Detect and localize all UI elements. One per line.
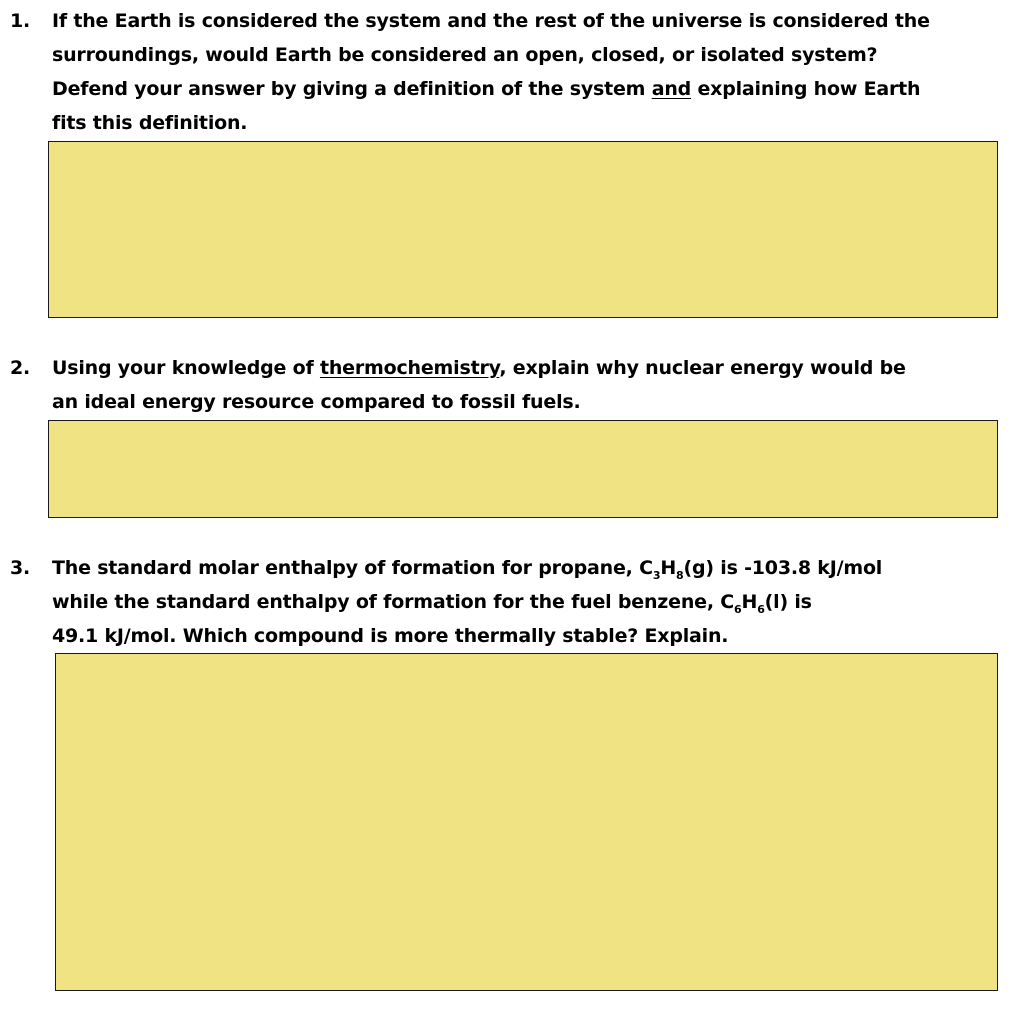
benzene-carbon-subscript: 6 xyxy=(734,603,742,616)
question-1-number: 1. xyxy=(10,10,31,32)
question-1-line-3-end: explaining how Earth xyxy=(691,78,921,100)
question-2-underlined-word: thermochemistry xyxy=(319,357,500,379)
question-3-line-1-end: (g) is -103.8 kJ/mol xyxy=(683,557,883,579)
question-2-number: 2. xyxy=(10,357,31,379)
question-3-line-2-end: (l) is xyxy=(764,591,812,613)
question-3-line-3: 49.1 kJ/mol. Which compound is more thermally stable? Explain. xyxy=(52,625,729,647)
propane-hydrogen-symbol: H xyxy=(660,557,677,579)
question-2-line-2: an ideal energy resource compared to fossil fuels. xyxy=(52,391,581,413)
question-1-line-1: If the Earth is considered the system and the rest of the universe is considered the xyxy=(52,10,930,32)
question-1-underlined-word: and xyxy=(651,78,692,100)
answer-box-3[interactable] xyxy=(55,653,998,991)
question-3-line-2 xyxy=(52,585,882,619)
benzene-hydrogen-subscript: 6 xyxy=(757,603,765,616)
question-1-line-3 xyxy=(52,72,930,106)
question-2-line-1 xyxy=(52,351,906,385)
question-1-line-2: surroundings, would Earth be considered an open, closed, or isolated system? xyxy=(52,44,878,66)
question-3-number: 3. xyxy=(10,557,31,579)
propane-carbon-subscript: 3 xyxy=(652,569,661,582)
question-3-line-2-start: while the standard enthalpy of formation for the fuel benzene, C xyxy=(52,591,735,613)
question-2-line-1-end: , explain why nuclear energy would be xyxy=(499,357,906,379)
question-3-text xyxy=(52,551,882,653)
question-1-line-4: fits this definition. xyxy=(52,112,248,134)
question-1-text xyxy=(52,4,930,140)
answer-box-1[interactable] xyxy=(48,141,998,318)
propane-hydrogen-subscript: 8 xyxy=(676,569,684,582)
benzene-hydrogen-symbol: H xyxy=(741,591,758,613)
answer-box-2[interactable] xyxy=(48,420,998,518)
question-2-text xyxy=(52,351,906,419)
question-3-line-1 xyxy=(52,551,882,585)
question-1-line-3-start: Defend your answer by giving a definition of the system xyxy=(52,78,652,100)
question-2-line-1-start: Using your knowledge of xyxy=(52,357,320,379)
question-3-line-1-start: The standard molar enthalpy of formation for propane, C xyxy=(52,557,653,579)
